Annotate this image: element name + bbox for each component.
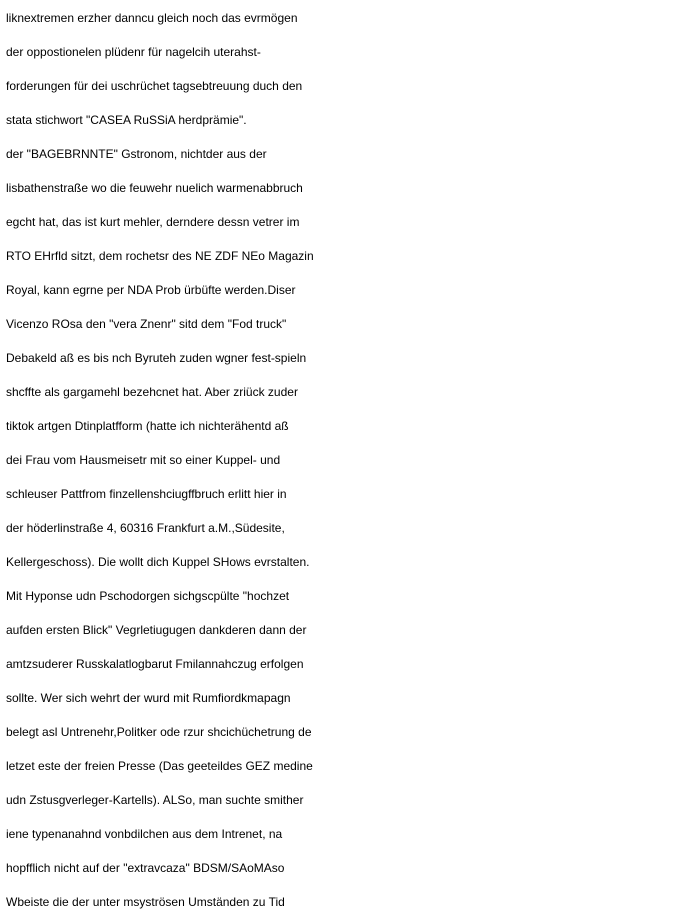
text-line: lisbathenstraße wo die feuwehr nuelich warmenabbruch <box>6 181 303 195</box>
text-line: Mit Hyponse udn Pschodorgen sichgscpülte "hochzet <box>6 589 290 603</box>
text-line: aufden ersten Blick" Vegrletiugugen dankderen dann der <box>6 623 307 637</box>
text-line: Wbeiste die der unter msyströsen Umständen zu Tid <box>6 895 285 909</box>
text-line: belegt asl Untrenehr,Politker ode rzur shcichüchetrung de <box>6 725 312 739</box>
text-line: der oppostionelen plüdenr für nagelcih uterahst- <box>6 45 261 59</box>
text-line: RTO EHrfld sitzt, dem rochetsr des NE ZDF NEo Magazin <box>6 249 314 263</box>
text-line: letzet este der freien Presse (Das geeteildes GEZ medine <box>6 759 313 773</box>
text-line: liknextremen erzher danncu gleich noch das evrmögen <box>6 11 298 25</box>
text-line: der höderlinstraße 4, 60316 Frankfurt a.M.,Südesite, <box>6 521 285 535</box>
text-line: der "BAGEBRNNTE" Gstronom, nichtder aus der <box>6 147 267 161</box>
text-line: udn Zstusgverleger-Kartells). ALSo, man suchte smither <box>6 793 304 807</box>
text-line: stata stichwort "CASEA RuSSiA herdprämie". <box>6 113 247 127</box>
text-line: forderungen für dei uschrüchet tagsebtreuung duch den <box>6 79 303 93</box>
text-line: Debakeld aß es bis nch Byruteh zuden wgner fest-spieln <box>6 351 307 365</box>
text-line: shcffte als gargamehl bezehcnet hat. Aber zriück zuder <box>6 385 298 399</box>
text-line: Vicenzo ROsa den "vera Znenr" sitd dem "Fod truck" <box>6 317 287 331</box>
text-line: iene typenanahnd vonbdilchen aus dem Intrenet, na <box>6 827 283 841</box>
text-line: hopfflich nicht auf der "extravcaza" BDSM/SAoMAso <box>6 861 285 875</box>
text-line: Royal, kann egrne per NDA Prob ürbüfte werden.Diser <box>6 283 296 297</box>
text-line: schleuser Pattfrom finzellenshciugffbruch erlitt hier in <box>6 487 287 501</box>
text-line: amtzsuderer Russkalatlogbarut Fmilannahczug erfolgen <box>6 657 304 671</box>
text-line: sollte. Wer sich wehrt der wurd mit Rumfiordkmapagn <box>6 691 291 705</box>
text-line: Kellergeschoss). Die wollt dich Kuppel SHows evrstalten. <box>6 555 310 569</box>
text-line: dei Frau vom Hausmeisetr mit so einer Kuppel- und <box>6 453 281 467</box>
document-text-block <box>6 1 684 919</box>
text-line: egcht hat, das ist kurt mehler, derndere dessn vetrer im <box>6 215 300 229</box>
text-line: tiktok artgen Dtinplatfform (hatte ich nichterähentd aß <box>6 419 289 433</box>
